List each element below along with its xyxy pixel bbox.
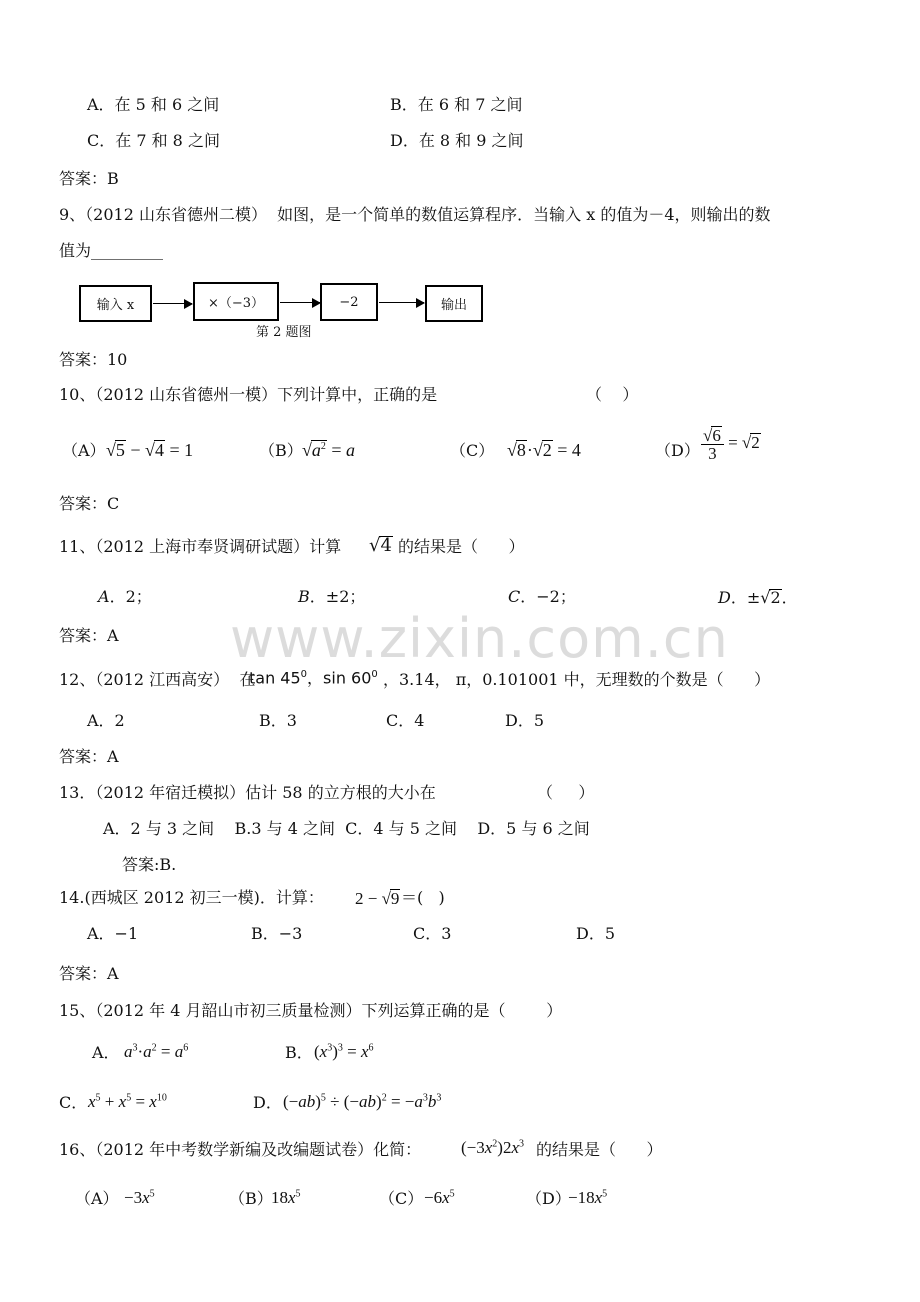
q11-stem-end: 的结果是（ ） — [398, 537, 525, 556]
q9-answer: 答案：10 — [59, 350, 128, 369]
q11-answer: 答案：A — [59, 626, 119, 645]
q14-option-b: B．−3 — [251, 924, 303, 943]
q13-answer: 答案:B. — [122, 855, 177, 874]
q15-stem: 15、（2012 年 4 月韶山市初三质量检测）下列运算正确的是（ ） — [59, 1001, 563, 1020]
q8-answer: 答案：B — [59, 169, 119, 188]
flow-arrow-1 — [153, 303, 192, 304]
q16-option-c-label: （C） — [379, 1189, 424, 1208]
q14-expression: 2 − √9 — [355, 889, 400, 908]
q14-option-d: D．5 — [576, 924, 616, 943]
q9-stem-line1: 9、（2012 山东省德州二模） 如图，是一个简单的数值运算程序．当输入 x 的值为－4，则输出的数 — [59, 205, 771, 224]
flow-box-output: 输出 — [425, 285, 483, 322]
q13-options: A．2 与 3 之间 B.3 与 4 之间 C．4 与 5 之间 D．5 与 6 之间 — [103, 819, 590, 838]
q10-answer: 答案：C — [59, 494, 120, 513]
q16-option-d-label: （D） — [526, 1189, 571, 1208]
q8-option-b: B．在 6 和 7 之间 — [390, 95, 523, 114]
q15-option-a-label: A． — [92, 1043, 120, 1062]
q11-option-a: A．2； — [98, 587, 152, 606]
q15-option-a-formula: $a^3\cdot a^2 = a^6$ — [124, 1042, 189, 1061]
q16-option-a-formula: $-3x^5$ — [124, 1188, 155, 1207]
q8-option-d: D．在 8 和 9 之间 — [390, 131, 524, 150]
q15-option-b-formula: $(x^3)^3 = x^6$ — [314, 1042, 374, 1061]
q12-stem-start: 12、（2012 江西高安） 在 — [59, 670, 256, 689]
q13-paren: （ ） — [537, 783, 595, 802]
q12-option-a: A．2 — [87, 711, 125, 730]
q8-option-a: A．在 5 和 6 之间 — [87, 95, 220, 114]
flow-box-subtract: −2 — [320, 283, 378, 321]
q15-option-c-label: C． — [59, 1093, 88, 1112]
q9-stem-line2: 值为_________ — [59, 241, 164, 260]
q15-option-d-label: D． — [253, 1093, 282, 1112]
q10-option-c-label: （C） — [450, 441, 495, 460]
flow-arrow-2 — [280, 302, 320, 303]
q10-option-b-label: （B） — [259, 441, 303, 460]
q11-option-d: D．±√2． — [718, 588, 798, 607]
flow-box-multiply: ×（−3） — [193, 282, 279, 321]
q12-trig-values: $\tan 45^0$，$\sin 60^0$ — [249, 668, 378, 688]
q12-option-c: C．4 — [386, 711, 425, 730]
q14-answer: 答案：A — [59, 964, 119, 983]
q11-option-b-value: ±2； — [325, 587, 366, 606]
q10-option-d-label: （D） — [655, 441, 700, 460]
q12-stem-end: ，3.14， π，0.101001 中，无理数的个数是（ ） — [383, 670, 771, 689]
q10-option-d-formula: $\frac{√6}{3}$ = √2 — [703, 426, 760, 463]
q15-option-c-formula: $x^5 + x^5 = x^{10}$ — [88, 1092, 167, 1111]
q14-stem-start: 14.(西城区 2012 初三一模)．计算： — [59, 888, 324, 907]
q16-stem-start: 16、（2012 年中考数学新编及改编题试卷）化简： — [59, 1140, 422, 1159]
q15-option-b-label: B． — [285, 1043, 313, 1062]
q10-option-a-label: （A） — [62, 441, 106, 460]
q16-option-a-label: （A） — [75, 1189, 119, 1208]
q10-stem: 10、（2012 山东省德州一模）下列计算中，正确的是 — [59, 385, 438, 404]
q12-answer: 答案：A — [59, 747, 119, 766]
flow-box-input: 输入 x — [79, 285, 152, 322]
q15-option-d-formula: $(-ab)^5 \div (-ab)^2 = -a^3b^3$ — [283, 1092, 442, 1111]
flowchart-caption: 第 2 题图 — [256, 325, 312, 340]
q10-option-c-formula: √8·√2 = 4 — [507, 440, 581, 460]
q16-option-c-formula: $-6x^5$ — [424, 1188, 455, 1207]
q13-stem: 13．（2012 年宿迁模拟）估计 58 的立方根的大小在 — [59, 783, 436, 802]
q16-stem-end: 的结果是（ ） — [536, 1140, 663, 1159]
q8-option-c: C．在 7 和 8 之间 — [87, 131, 220, 150]
q10-option-a-formula: √5 − √4 = 1 — [106, 440, 194, 460]
q10-paren: （ ） — [586, 385, 639, 404]
q11-sqrt4: √4 — [369, 535, 392, 556]
q16-expression: $(-3x^2)2x^3$ — [461, 1138, 525, 1157]
q11-stem-start: 11、（2012 上海市奉贤调研试题）计算 — [59, 537, 342, 556]
q14-stem-end: ＝( ) — [401, 888, 445, 907]
flow-arrow-3 — [379, 302, 424, 303]
q16-option-d-formula: $-18x^5$ — [568, 1188, 608, 1207]
q14-option-a: A．−1 — [87, 924, 139, 943]
q12-option-b: B．3 — [259, 711, 297, 730]
q12-option-d: D．5 — [505, 711, 545, 730]
q11-option-c: C．−2； — [508, 587, 576, 606]
q14-option-c: C．3 — [413, 924, 452, 943]
q10-option-b-formula: $√a^2 = a$ — [302, 440, 356, 460]
q11-option-c-value: −2； — [536, 587, 576, 606]
q11-option-b: B．±2； — [298, 587, 366, 606]
q16-option-b-label: （B） — [229, 1189, 273, 1208]
q16-option-b-formula: $18x^5$ — [271, 1188, 301, 1207]
q11-option-a-value: 2； — [125, 587, 152, 606]
q11-option-d-value: ± — [746, 588, 761, 607]
watermark: www.zixin.com.cn — [230, 607, 729, 670]
